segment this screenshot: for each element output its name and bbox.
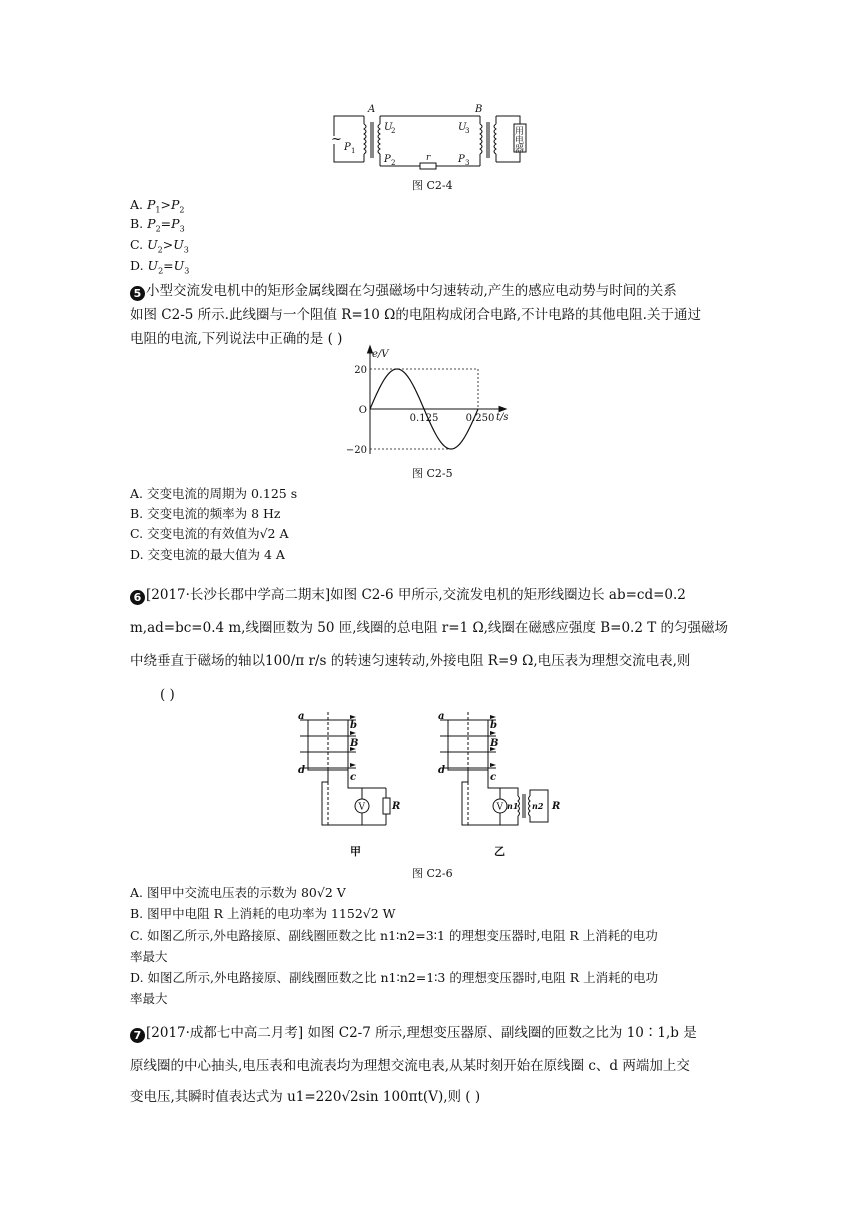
label-P3: P <box>458 154 465 165</box>
x-axis-arrow <box>499 407 506 412</box>
q6-option-c: C. 如图乙所示,外电路接原、副线圈匝数之比 n1∶n2=3∶1 的理想变压器时,电阻 R 上消耗的电功 <box>130 928 658 943</box>
label-c-jia: c <box>350 772 357 783</box>
q7-stem-line-2: 原线圈的中心抽头,电压表和电流表均为理想交流电表,从某时刻开始在原线圈 c、d 两端加上交 <box>130 1058 690 1074</box>
label-d-jia: d <box>298 765 305 776</box>
q7-number: 7 <box>130 1028 145 1043</box>
q7-stem-line-1: 7 [2017·成都七中高二月考] 如图 C2-7 所示,理想变压器原、副线圈的匝数之比为 10∶1,b 是 <box>130 1024 697 1043</box>
label-P3-sub: 3 <box>465 159 470 167</box>
device-char-1: 用 <box>515 127 525 137</box>
q5-option-d: D. 交变电流的最大值为 4 A <box>130 547 285 562</box>
q4-option-a: A. $P_1>P_2$ <box>130 197 185 215</box>
q5-stem-line-2: 如图 C2-5 所示.此线圈与一个阻值 R=10 Ω的电阻构成闭合电路,不计电路的其他电阻.关于通过 <box>130 307 701 323</box>
device-char-3: 器 <box>515 145 525 155</box>
q4-option-b: B. $P_2=P_3$ <box>130 216 185 234</box>
label-resistor-jia: R <box>392 801 401 812</box>
label-U3-sub: 3 <box>465 127 470 135</box>
q5-stem-line-1: 5 小型交流发电机中的矩形金属线圈在匀强磁场中匀速转动,产生的感应电动势与时间的关系 <box>130 282 677 301</box>
label-U2: U <box>384 122 393 133</box>
caption-c2-4: 图 C2-4 <box>412 179 453 192</box>
x-tick-label-0125: 0.125 <box>409 413 439 424</box>
figure-c2-5-chart <box>340 344 520 459</box>
voltmeter-yi-label: V <box>496 802 503 813</box>
label-resistor-yi: R <box>552 801 561 812</box>
label-P2-sub: 2 <box>391 159 396 167</box>
figure-c2-4 <box>320 100 540 180</box>
x-axis-label: t/s <box>496 412 509 423</box>
q6-option-b: B. 图甲中电阻 R 上消耗的电功率为 1152√2 W <box>130 906 396 921</box>
q6-stem-line-4: ( ) <box>160 687 175 703</box>
caption-c2-5: 图 C2-5 <box>412 467 453 480</box>
origin-label: O <box>358 405 367 416</box>
label-a-jia: a <box>298 711 305 722</box>
label-jia: 甲 <box>350 845 361 858</box>
y-tick-label-20: 20 <box>354 365 367 376</box>
q5-option-b: B. 交变电流的频率为 8 Hz <box>130 506 281 521</box>
q6-option-d: D. 如图乙所示,外电路接原、副线圈匝数之比 n1∶n2=1∶3 的理想变压器时,电阻 R 上消耗的电功 <box>130 970 659 985</box>
y-tick-label-neg20: −20 <box>345 445 367 456</box>
label-B: B <box>475 104 483 115</box>
caption-c2-6: 图 C2-6 <box>412 867 453 880</box>
label-P1-sub: 1 <box>351 147 356 155</box>
label-b-jia: b <box>350 720 357 731</box>
label-n1: n1 <box>507 801 519 811</box>
q6-stem-line-2: m,ad=bc=0.4 m,线圈匝数为 50 匝,线圈的总电阻 r=1 Ω,线圈在磁感应强度 B=0.2 T 的匀强磁场 <box>130 620 729 636</box>
label-d-yi: d <box>438 765 445 776</box>
label-field-jia: B <box>350 738 359 749</box>
label-b-yi: b <box>490 720 497 731</box>
device-char-2: 电 <box>515 136 525 146</box>
y-axis-label: e/V <box>372 349 389 360</box>
label-A: A <box>368 104 376 115</box>
label-n2: n2 <box>532 801 544 811</box>
label-a-yi: a <box>438 711 445 722</box>
label-field-yi: B <box>490 738 499 749</box>
q6-stem-line-3: 中绕垂直于磁场的轴以100/π r/s 的转速匀速转动,外接电阻 R=9 Ω,电压表为理想交流电表,则 <box>130 653 691 669</box>
ac-source-symbol: ~ <box>331 132 342 147</box>
q4-option-c: C. $U_2>U_3$ <box>130 237 189 255</box>
q6-option-c-cont: 率最大 <box>130 949 168 964</box>
q5-stem-line-3: 电阻的电流,下列说法中正确的是 ( ) <box>130 331 343 347</box>
x-tick-label-0250: 0.250 <box>465 413 495 424</box>
label-r: r <box>426 153 431 163</box>
q5-option-c: C. 交变电流的有效值为√2 A <box>130 526 289 541</box>
q5-option-a: A. 交变电流的周期为 0.125 s <box>130 486 298 501</box>
q7-stem-line-3: 变电压,其瞬时值表达式为 u1=220√2sin 100πt(V),则 ( ) <box>130 1089 481 1105</box>
label-U2-sub: 2 <box>391 127 396 135</box>
label-yi: 乙 <box>494 845 505 858</box>
voltmeter-jia-label: V <box>358 802 365 813</box>
label-U3: U <box>458 122 467 133</box>
q6-stem-line-1: 6 [2017·长沙长郡中学高二期末]如图 C2-6 甲所示,交流发电机的矩形线圈边长 ab=cd=0.2 <box>130 586 686 605</box>
label-P2: P <box>384 154 391 165</box>
label-c-yi: c <box>490 772 497 783</box>
q6-number: 6 <box>130 590 145 605</box>
q6-option-a: A. 图甲中交流电压表的示数为 80√2 V <box>130 885 346 900</box>
q5-number: 5 <box>130 286 145 301</box>
figure-c2-6 <box>290 710 580 860</box>
label-P1: P <box>344 142 351 153</box>
q4-option-d: D. $U_2=U_3$ <box>130 258 190 276</box>
q6-option-d-cont: 率最大 <box>130 991 168 1006</box>
